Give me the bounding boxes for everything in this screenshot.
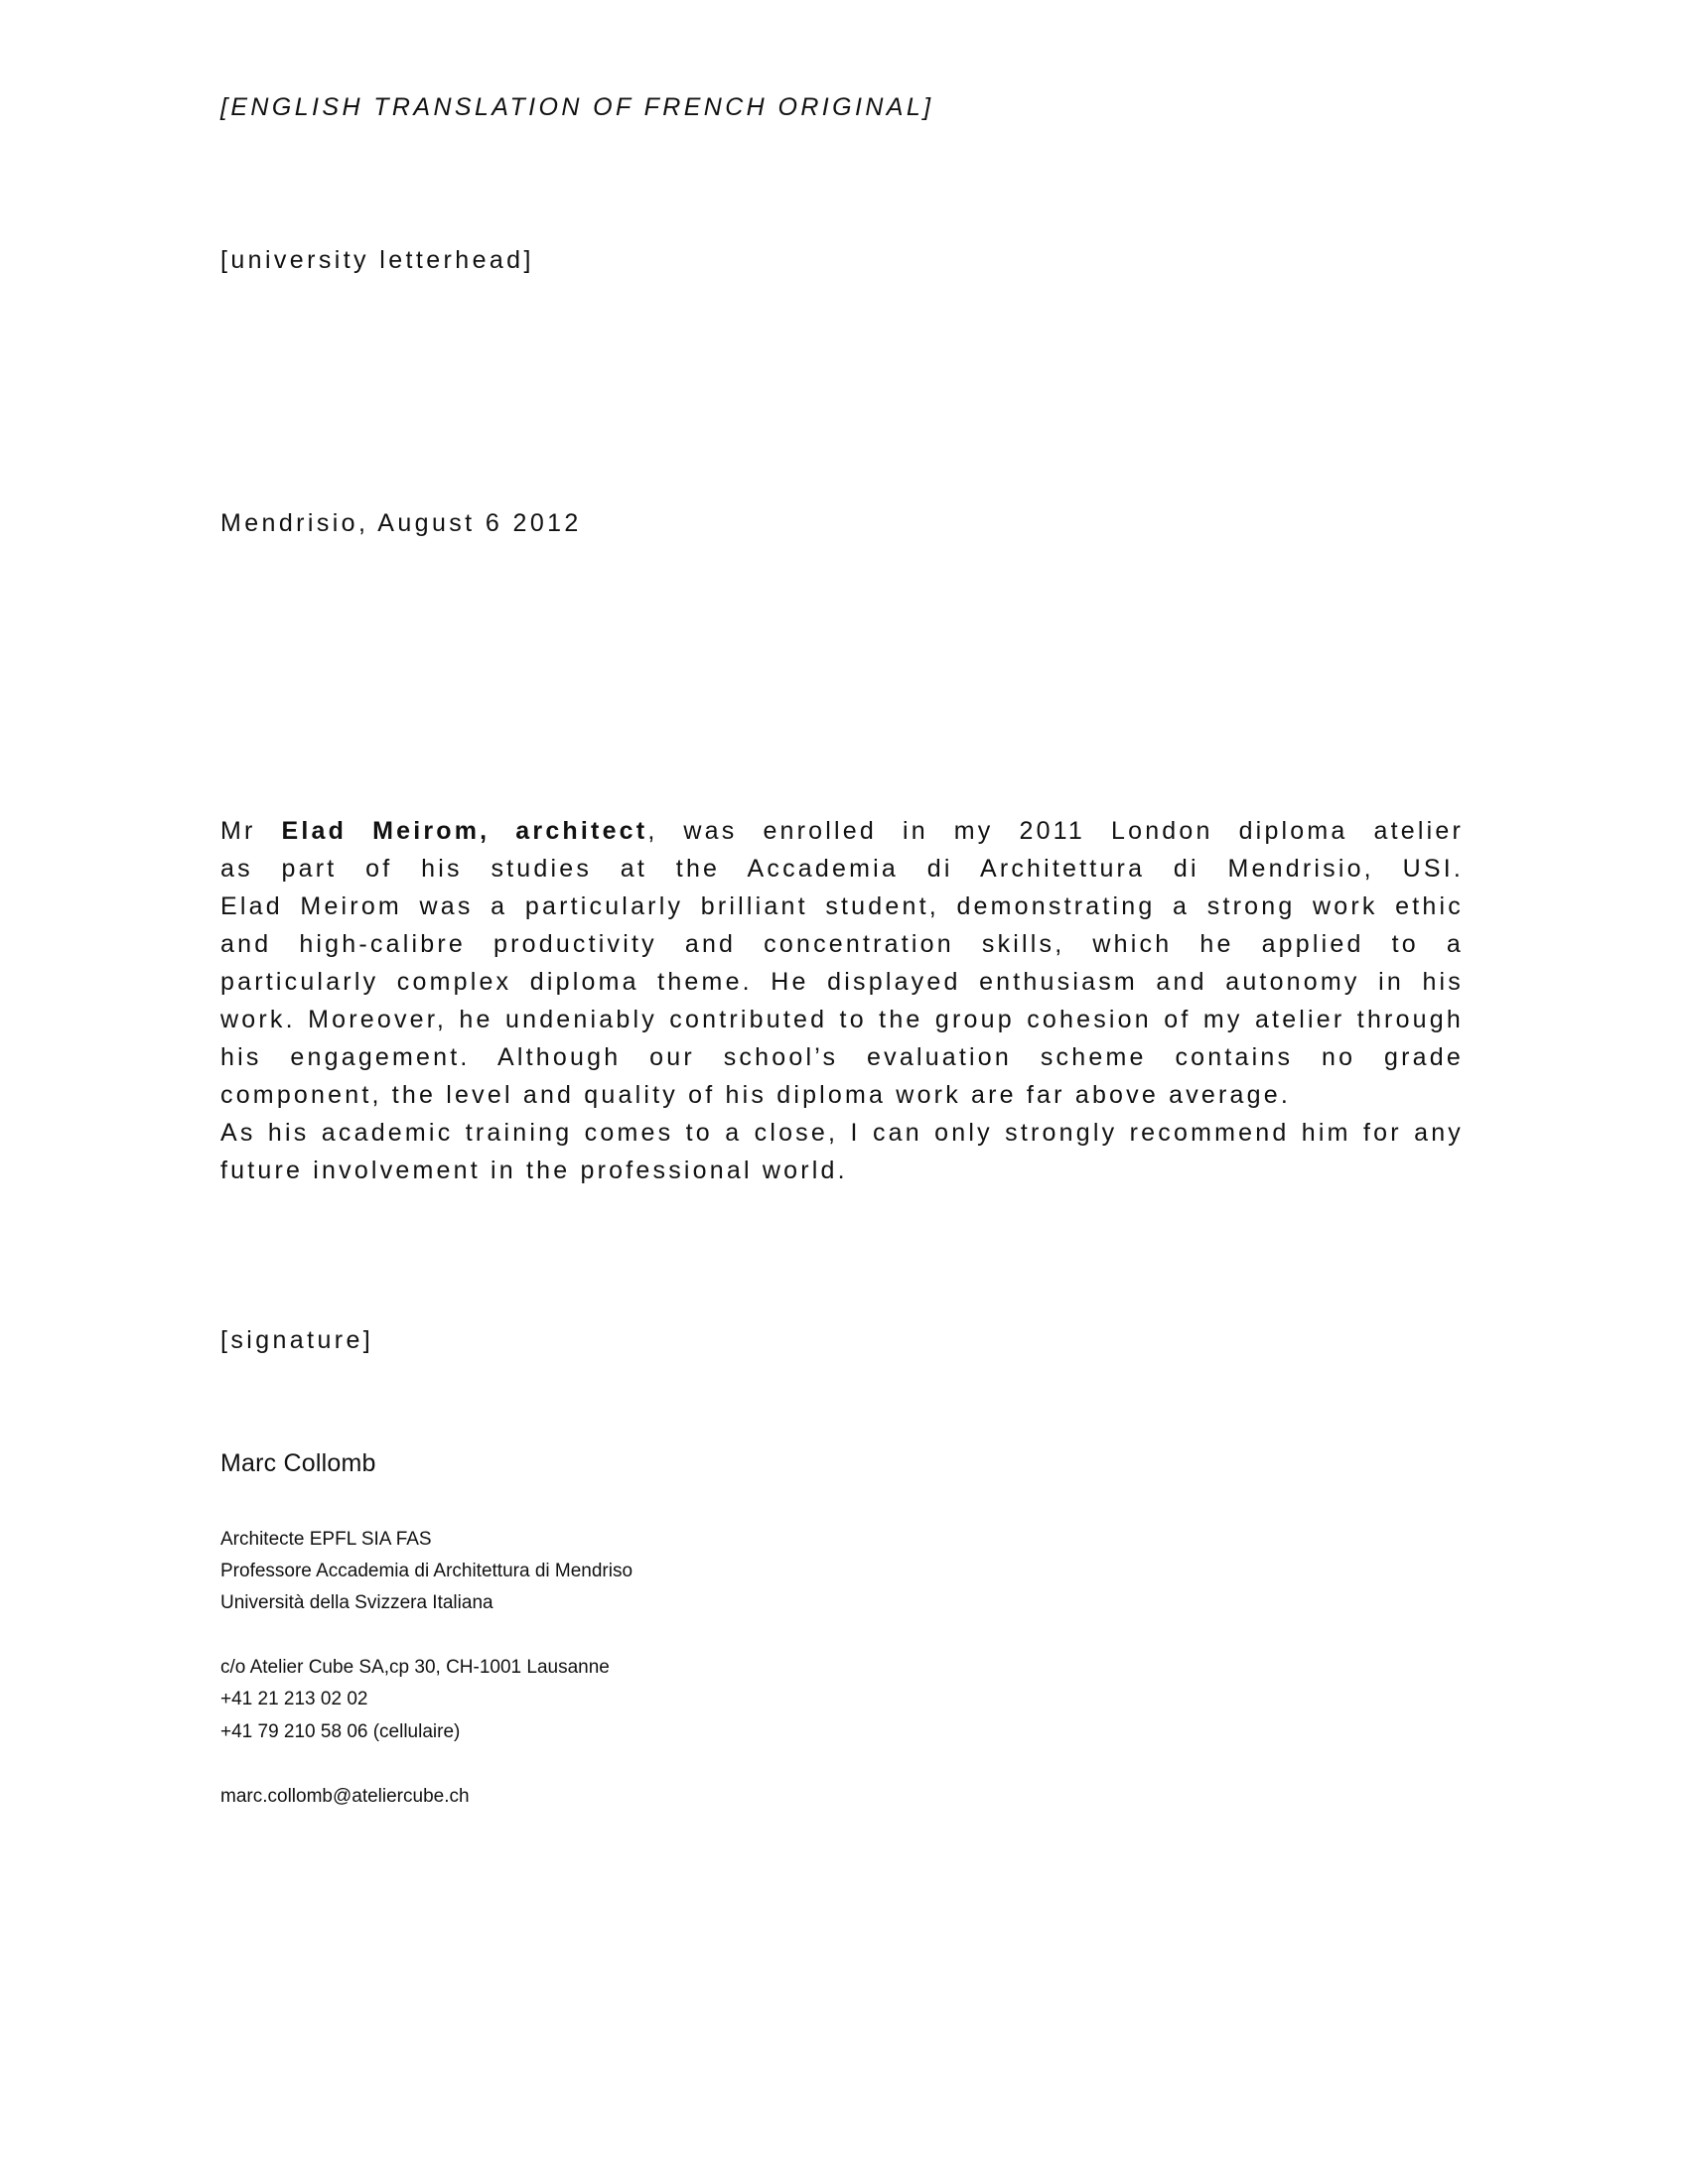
body-line-2: as part of his studies at the Accademia di Architettura di Mendrisio, USI.: [220, 855, 1464, 883]
signatory-address: c/o Atelier Cube SA,cp 30, CH-1001 Lausanne: [220, 1657, 610, 1678]
body-line-1-rest: , was enrolled in my 2011 London diploma atelier: [647, 817, 1464, 845]
body-line-7: his engagement. Although our school’s evaluation scheme contains no grade: [220, 1043, 1464, 1071]
body-line-1: [220, 812, 1464, 850]
letterhead-placeholder: [university letterhead]: [220, 246, 534, 274]
body-line-5: particularly complex diploma theme. He displayed enthusiasm and autonomy in his: [220, 968, 1464, 996]
salutation-prefix: Mr: [220, 817, 282, 845]
letter-body: [220, 812, 1464, 1189]
body-line-6: work. Moreover, he undeniably contributed to the group cohesion of my atelier through: [220, 1006, 1464, 1033]
signatory-phone: +41 21 213 02 02: [220, 1689, 368, 1709]
signatory-university: Università della Svizzera Italiana: [220, 1592, 493, 1613]
closing-line-1: As his academic training comes to a close, I can only strongly recommend him for any: [220, 1119, 1464, 1147]
recommended-person: Elad Meirom, architect: [281, 817, 648, 845]
signatory-name: Marc Collomb: [220, 1449, 376, 1477]
signatory-mobile: +41 79 210 58 06 (cellulaire): [220, 1721, 461, 1742]
translation-note: [ENGLISH TRANSLATION OF FRENCH ORIGINAL]: [220, 93, 934, 121]
signatory-professorship: Professore Accademia di Architettura di Mendriso: [220, 1561, 633, 1581]
letter-date: Mendrisio, August 6 2012: [220, 509, 582, 537]
closing-line-2: future involvement in the professional world.: [220, 1157, 848, 1184]
body-line-8: component, the level and quality of his diploma work are far above average.: [220, 1081, 1291, 1109]
body-line-3: Elad Meirom was a particularly brilliant student, demonstrating a strong work ethic: [220, 892, 1464, 920]
signatory-email: marc.collomb@ateliercube.ch: [220, 1786, 470, 1807]
signature-placeholder: [signature]: [220, 1326, 374, 1354]
signatory-title: Architecte EPFL SIA FAS: [220, 1529, 432, 1550]
body-line-4: and high-calibre productivity and concentration skills, which he applied to a: [220, 930, 1464, 958]
